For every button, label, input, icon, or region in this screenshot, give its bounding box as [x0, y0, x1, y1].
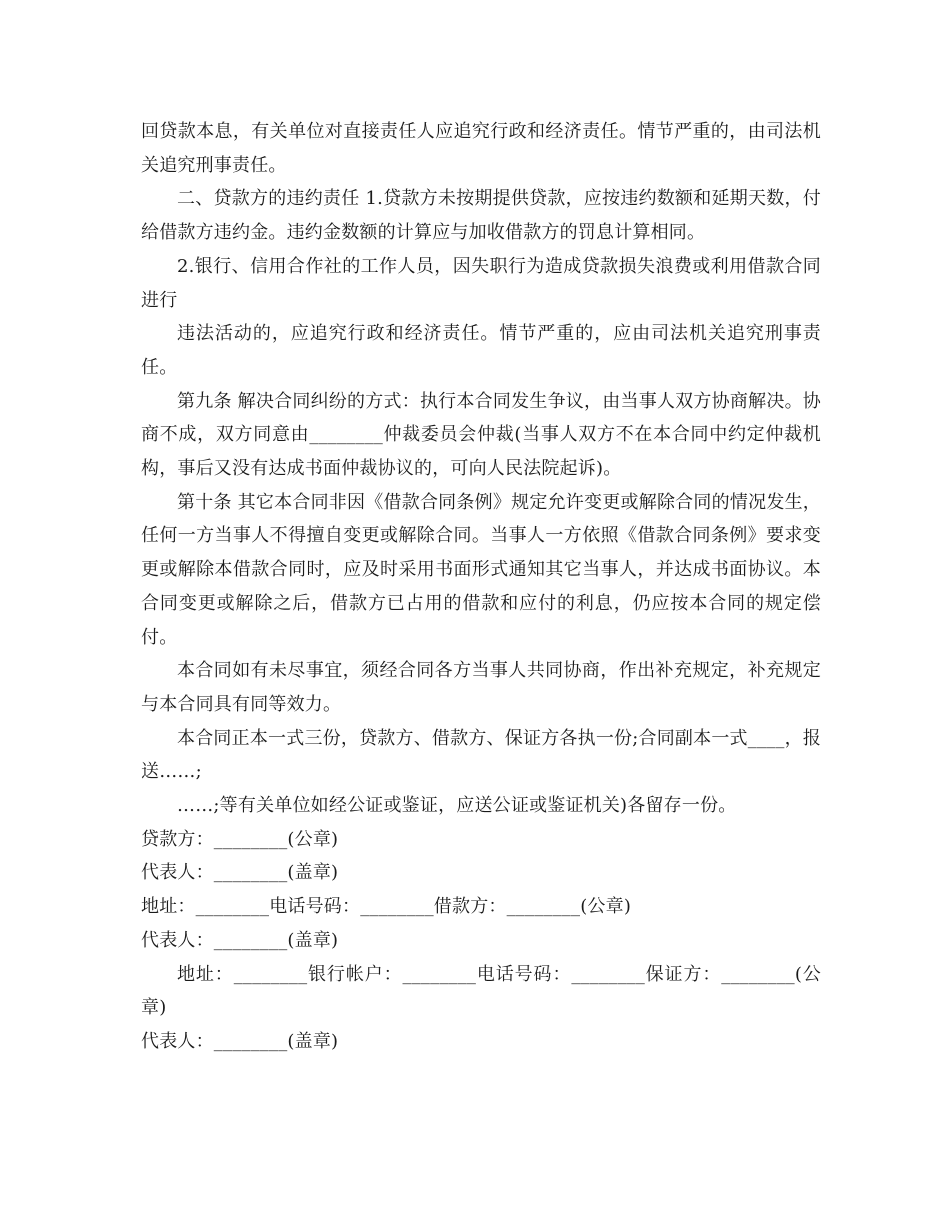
paragraph-article-10: 第十条 其它本合同非因《借款合同条例》规定允许变更或解除合同的情况发生，任何一方当事人不得擅自变更或解除合同。当事人一方依照《借款合同条例》要求变更或解除本借款合同时，应及时采用书面形式通知其它当事人，并达成书面协议。本合同变更或解除之后，借款方已占用的借款和应付的利息，仍应按本合同的规定偿付。 — [141, 491, 821, 648]
signature-address-borrower: 地址：________电话号码：________借款方：________(公章) — [141, 896, 632, 918]
signature-guarantor-representative: 代表人：________(盖章) — [141, 1030, 339, 1052]
signature-lender: 贷款方：________(公章) — [141, 828, 339, 850]
signature-address-guarantor: 地址：________银行帐户：________电话号码：________保证方：________(公章) — [141, 963, 821, 1019]
paragraph-copies: 本合同正本一式三份，贷款方、借款方、保证方各执一份;合同副本一式____，报送……; — [141, 727, 821, 783]
paragraph-supplement: 本合同如有未尽事宜，须经合同各方当事人共同协商，作出补充规定，补充规定与本合同具有同等效力。 — [141, 660, 821, 715]
paragraph-article-9: 第九条 解决合同纠纷的方式：执行本合同发生争议，由当事人双方协商解决。协商不成，双方同意由________仲裁委员会仲裁(当事人双方不在本合同中约定仲裁机构，事后又没有达成书面仲裁协议的，可向人民法院起诉)。 — [141, 390, 821, 480]
paragraph-filing: ……;等有关单位如经公证或鉴证，应送公证或鉴证机关)各留存一份。 — [177, 795, 737, 817]
paragraph-4: 违法活动的，应追究行政和经济责任。情节严重的，应由司法机关追究刑事责任。 — [141, 323, 821, 378]
document-body — [141, 115, 821, 1059]
paragraph-2: 二、贷款方的违约责任 1.贷款方未按期提供贷款，应按违约数额和延期天数，付给借款方违约金。违约金数额的计算应与加收借款方的罚息计算相同。 — [141, 188, 821, 244]
paragraph-1: 回贷款本息，有关单位对直接责任人应追究行政和经济责任。情节严重的，由司法机关追究刑事责任。 — [141, 121, 821, 176]
signature-borrower-representative: 代表人：________(盖章) — [141, 929, 339, 951]
signature-lender-representative: 代表人：________(盖章) — [141, 862, 339, 884]
paragraph-3: 2.银行、信用合作社的工作人员，因失职行为造成贷款损失浪费或利用借款合同进行 — [141, 255, 821, 311]
